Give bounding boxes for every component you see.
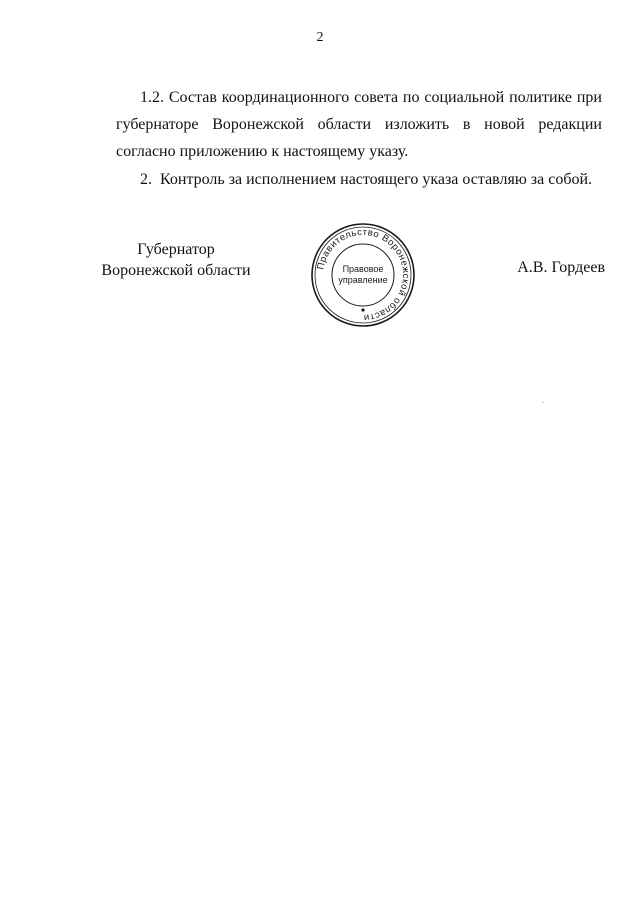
signature-title-line-2: Воронежской области <box>101 262 251 279</box>
signature-title-line-1: Губернатор <box>137 241 215 258</box>
signature-name: А.В. Гордеев <box>517 259 605 276</box>
scan-artifact <box>542 402 544 403</box>
stamp-center-line-2: управление <box>338 275 388 285</box>
page-number: 2 <box>316 30 324 45</box>
official-stamp <box>310 222 416 328</box>
paragraph-2: 2. Контроль за исполнением настоящего указа оставляю за собой. <box>140 171 593 188</box>
signature-title <box>96 239 256 281</box>
stamp-star-icon <box>361 308 364 311</box>
paragraph-1-2: 1.2. Состав координационного совета по социальной политике при губернаторе Воронежской области изложить в новой редакции согласно приложению к настоящему указу. <box>116 89 602 160</box>
stamp-ring-textpath: Правительство Воронежской области <box>315 226 412 324</box>
document-body <box>116 84 602 193</box>
stamp-center-line-1: Правовое <box>342 264 384 274</box>
